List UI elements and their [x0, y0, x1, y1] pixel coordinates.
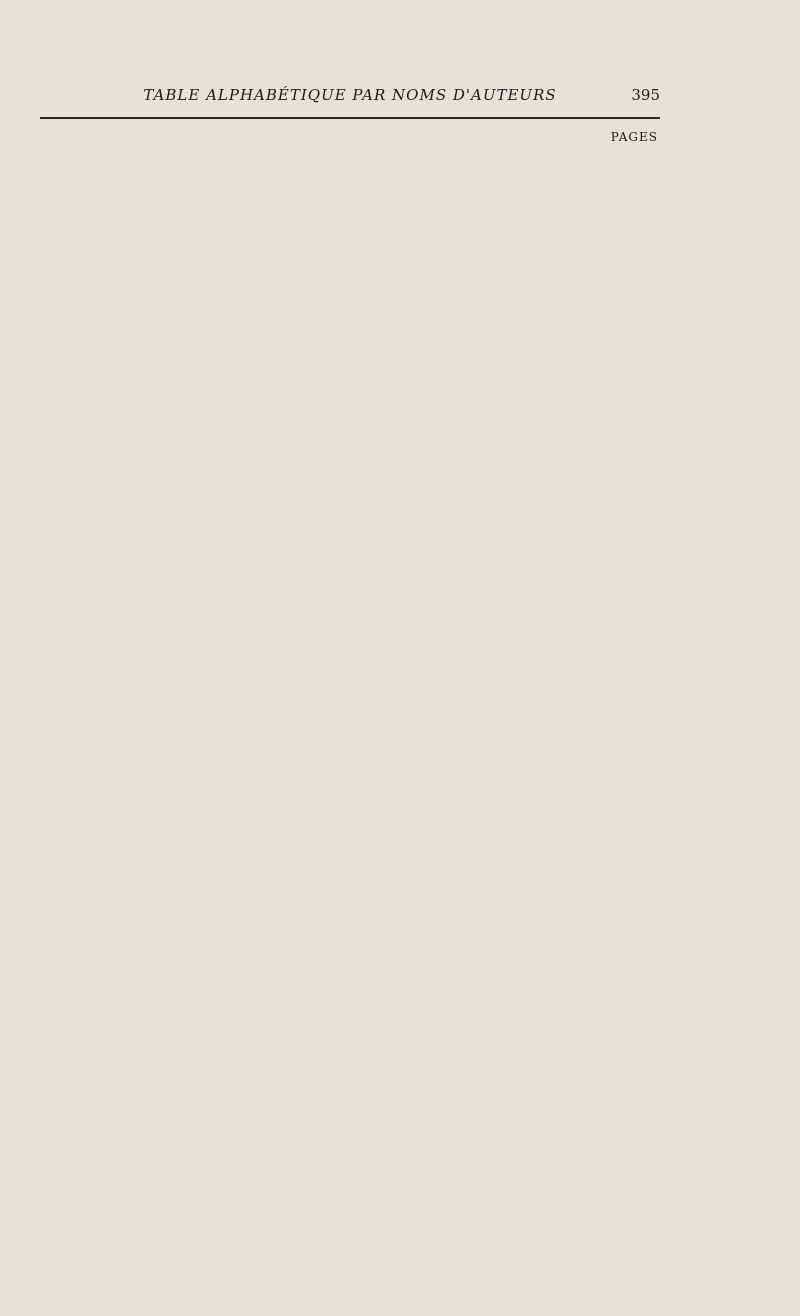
running-title: TABLE ALPHABÉTIQUE PAR NOMS D'AUTEURS — [143, 86, 557, 104]
running-header — [40, 86, 660, 110]
pages-column-label: PAGES — [610, 130, 658, 144]
header-rule — [40, 117, 660, 119]
page-number: 395 — [631, 86, 660, 104]
